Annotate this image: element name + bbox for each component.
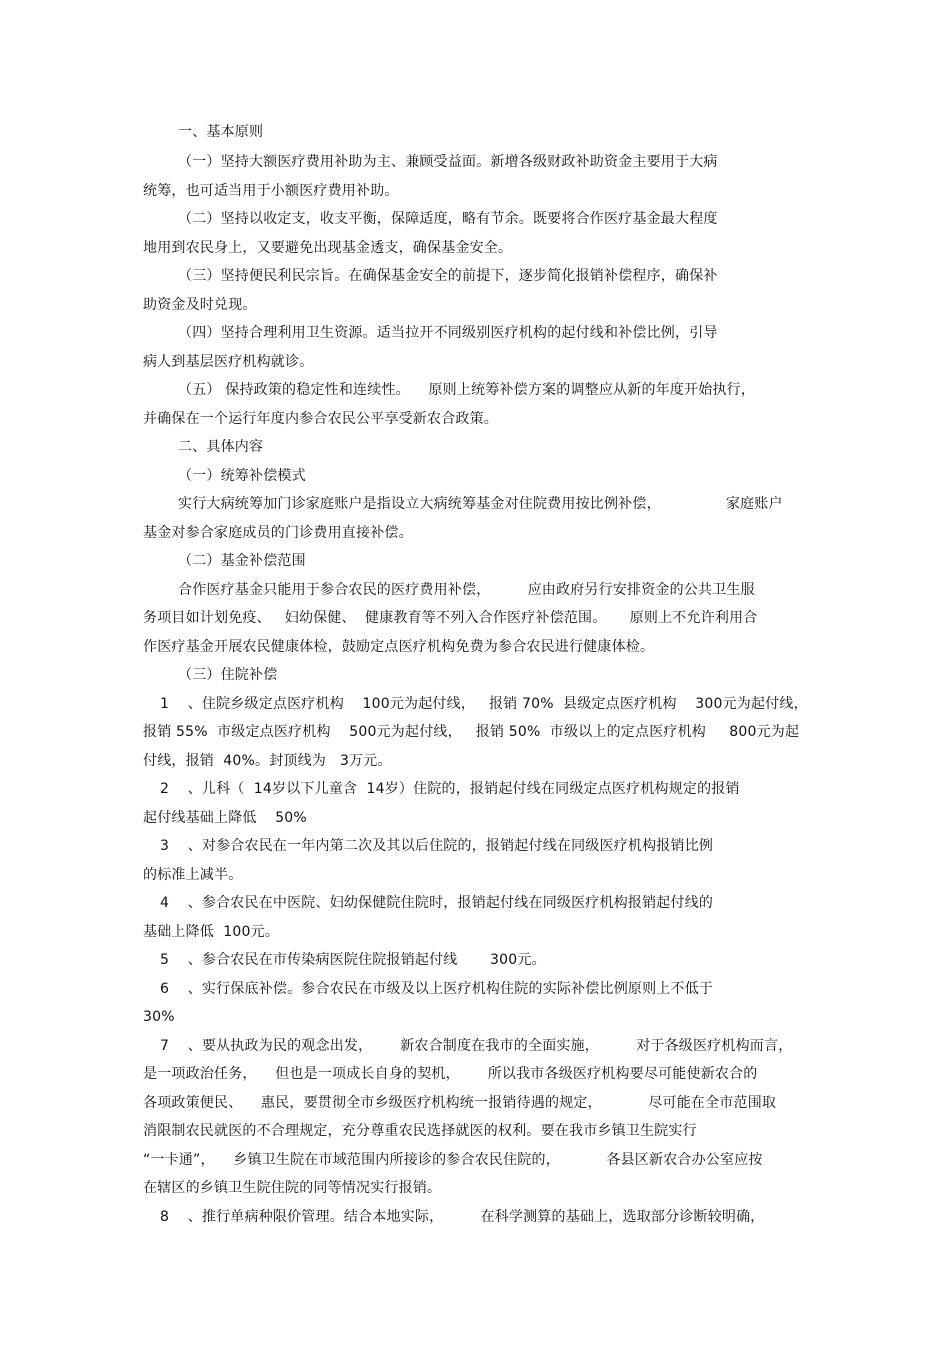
paragraph-line: 基础上降低 100元。	[143, 924, 280, 940]
list-item: 7 、要从执政为民的观念出发， 新农合制度在我市的全面实施， 对于各级医疗机构而言，	[160, 1038, 793, 1054]
subheading-line: （二）基金补偿范围	[178, 553, 306, 569]
subheading-line: （一）统筹补偿模式	[178, 468, 306, 484]
paragraph-line: （一）坚持大额医疗费用补助为主、兼顾受益面。新增各级财政补助资金主要用于大病	[178, 154, 718, 170]
list-item: 8 、推行单病种限价管理。结合本地实际， 在科学测算的基础上，选取部分诊断较明确，	[160, 1209, 765, 1225]
paragraph-line: 消限制农民就医的不合理规定，充分尊重农民选择就医的权利。要在我市乡镇卫生院实行	[143, 1123, 697, 1139]
paragraph-line: 在辖区的乡镇卫生院住院的同等情况实行报销。	[143, 1180, 442, 1196]
paragraph-line: 助资金及时兑现。	[143, 297, 257, 313]
paragraph-line: 各项政策便民、 惠民，要贯彻全市乡级医疗机构统一报销待遇的规定， 尽可能在全市范围取	[143, 1095, 777, 1111]
paragraph-line: （五） 保持政策的稳定性和连续性。 原则上统筹补偿方案的调整应从新的年度开始执行，	[178, 382, 756, 398]
paragraph-line: 30%	[143, 1009, 175, 1025]
paragraph-line: 付线，报销 40%。封顶线为 3万元。	[143, 753, 392, 769]
heading-basic-principles: 一、基本原则	[178, 124, 264, 140]
paragraph-line: 起付线基础上降低 50%	[143, 810, 307, 826]
paragraph-line: 统筹，也可适当用于小额医疗费用补助。	[143, 183, 399, 199]
paragraph-line: （四）坚持合理利用卫生资源。适当拉开不同级别医疗机构的起付线和补偿比例，引导	[178, 325, 718, 341]
list-item: 1 、住院乡级定点医疗机构 100元为起付线， 报销 70% 县级定点医疗机构 300元为起付线，	[160, 696, 808, 712]
list-item: 5 、参合农民在市传染病医院住院报销起付线 300元。	[160, 952, 546, 968]
paragraph-line: （三）坚持便民利民宗旨。在确保基金安全的前提下，逐步简化报销补偿程序，确保补	[178, 268, 718, 284]
list-item: 3 、对参合农民在一年内第二次及其以后住院的，报销起付线在同级医疗机构报销比例	[160, 838, 714, 854]
list-item: 6 、实行保底补偿。参合农民在市级及以上医疗机构住院的实际补偿比例原则上不低于	[160, 981, 714, 997]
paragraph-line: 的标准上减半。	[143, 867, 243, 883]
list-item: 2 、儿科（ 14岁以下儿童含 14岁）住院的，报销起付线在同级定点医疗机构规定的报销	[160, 781, 740, 797]
paragraph-line: 基金对参合家庭成员的门诊费用直接补偿。	[143, 525, 413, 541]
paragraph-line: 务项目如计划免疫、 妇幼保健、 健康教育等不列入合作医疗补偿范围。 原则上不允许利用合	[143, 610, 758, 626]
paragraph-line: 病人到基层医疗机构就诊。	[143, 354, 314, 370]
paragraph-line: 实行大病统筹加门诊家庭账户是指设立大病统筹基金对住院费用按比例补偿， 家庭账户	[178, 496, 783, 512]
heading-specific-content: 二、具体内容	[178, 439, 264, 455]
paragraph-line: 合作医疗基金只能用于参合农民的医疗费用补偿， 应由政府另行安排资金的公共卫生服	[178, 582, 755, 598]
subheading-line: （三）住院补偿	[178, 667, 278, 683]
paragraph-line: 地用到农民身上，又要避免出现基金透支，确保基金安全。	[143, 240, 513, 256]
paragraph-line: 并确保在一个运行年度内参合农民公平享受新农合政策。	[143, 411, 498, 427]
list-item: 4 、参合农民在中医院、妇幼保健院住院时，报销起付线在同级医疗机构报销起付线的	[160, 895, 714, 911]
paragraph-line: “一卡通”， 乡镇卫生院在市域范围内所接诊的参合农民住院的， 各县区新农合办公室应按	[143, 1152, 763, 1168]
paragraph-line: 报销 55% 市级定点医疗机构 500元为起付线， 报销 50% 市级以上的定点医疗机构 800元为起	[143, 724, 800, 740]
paragraph-line: 是一项政治任务， 但也是一项成长自身的契机， 所以我市各级医疗机构要尽可能使新农合的	[143, 1066, 758, 1082]
paragraph-line: 作医疗基金开展农民健康体检，鼓励定点医疗机构免费为参合农民进行健康体检。	[143, 639, 655, 655]
paragraph-line: （二）坚持以收定支，收支平衡，保障适度，略有节余。既要将合作医疗基金最大程度	[178, 211, 718, 227]
